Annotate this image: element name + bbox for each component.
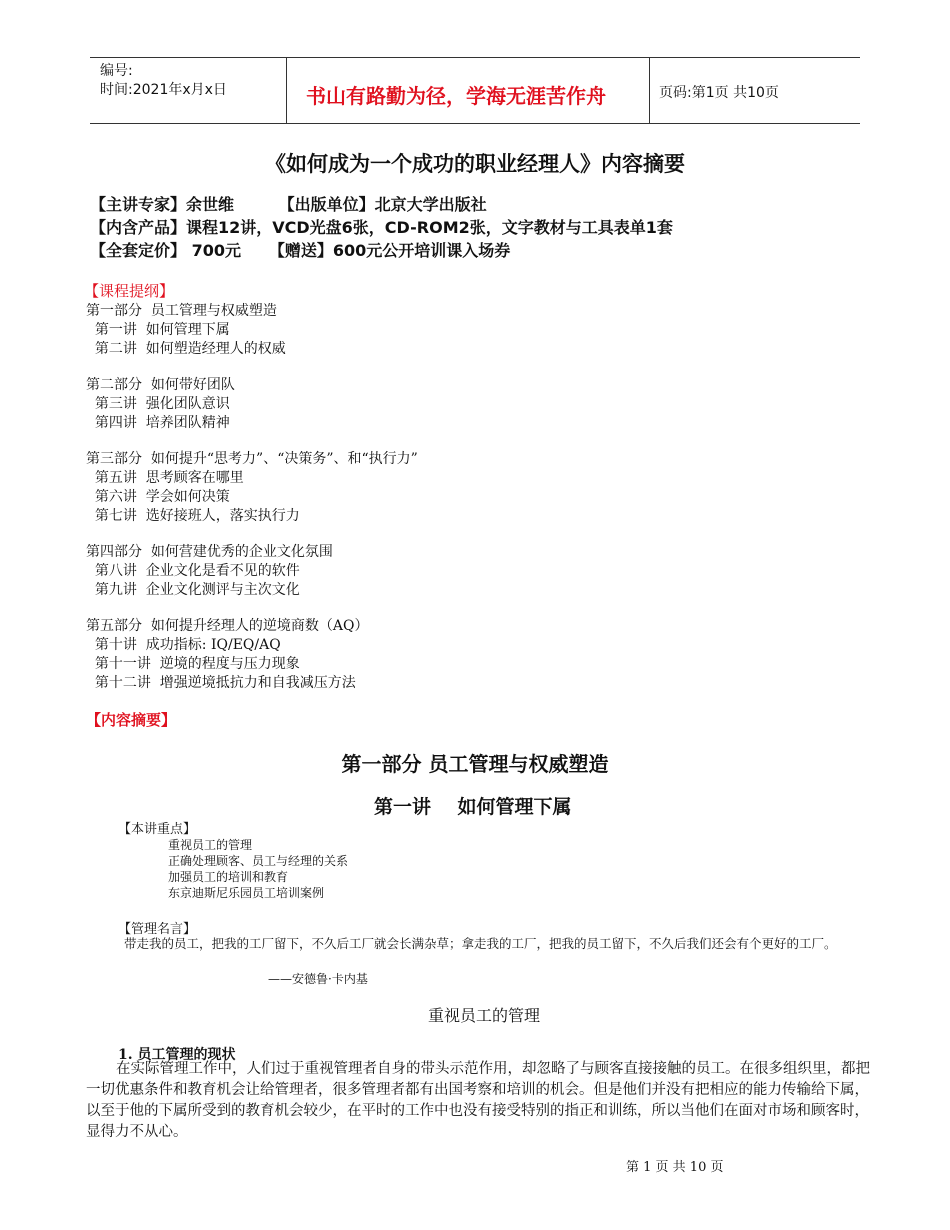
summary-heading: 【内容摘要】 [86, 711, 177, 729]
outline-lecture-4: 第四讲 培养团队精神 [86, 415, 230, 431]
section-title: 重视员工的管理 [428, 1006, 541, 1025]
outline-lecture-8: 第八讲 企业文化是看不见的软件 [86, 563, 300, 579]
outline-lecture-3: 第三讲 强化团队意识 [86, 396, 230, 412]
outline-part-2: 第二部分 如何带好团队 [86, 377, 235, 393]
key-point-3: 加强员工的培训和教育 [168, 870, 289, 884]
quote-text: 带走我的员工，把我的工厂留下，不久后工厂就会长满杂草；拿走我的工厂，把我的员工留下，不久后我们还会有个更好的工厂。 [124, 936, 837, 951]
body-paragraph: 在实际管理工作中，人们过于重视管理者自身的带头示范作用，却忽略了与顾客直接接触的员工。在很多组织里，都把一切优惠条件和教育机会让给管理者，很多管理者都有出国考察和培训的机会。但是他们并没有把相应的能力传输给下属，以至于他的下属所受到的教育机会较少，在平时的工作中也没有接受特别的指正和训练，所以当他们在面对市场和顾客时，显得力不从心。 [86, 1061, 870, 1140]
part-1-title: 第一部分 员工管理与权威塑造 [341, 752, 609, 776]
key-point-4: 东京迪斯尼乐园员工培训案例 [168, 886, 325, 900]
outline-lecture-12: 第十二讲 增强逆境抵抗力和自我减压方法 [86, 675, 356, 691]
outline-part-5: 第五部分 如何提升经理人的逆境商数（AQ） [86, 618, 369, 634]
header-divider-left [286, 57, 287, 123]
lecture-1-title: 第一讲 如何管理下属 [374, 796, 572, 818]
outline-lecture-9: 第九讲 企业文化测评与主次文化 [86, 582, 300, 598]
outline-lecture-10: 第十讲 成功指标: IQ/EQ/AQ [86, 637, 281, 653]
quote-heading: 【管理名言】 [118, 922, 197, 937]
outline-part-3: 第三部分 如何提升“思考力”、“决策务”、和“执行力” [86, 451, 418, 467]
outline-heading: 【课程提纲】 [84, 282, 175, 300]
page-label: 页码:第1页 共10页 [659, 85, 779, 101]
key-points-heading: 【本讲重点】 [118, 822, 197, 837]
outline-lecture-1: 第一讲 如何管理下属 [86, 322, 230, 338]
outline-part-4: 第四部分 如何营建优秀的企业文化氛围 [86, 544, 333, 560]
outline-lecture-6: 第六讲 学会如何决策 [86, 489, 230, 505]
outline-lecture-11: 第十一讲 逆境的程度与压力现象 [86, 656, 300, 672]
meta-line-3: 【全套定价】 700元 【赠送】600元公开培训课入场券 [90, 241, 511, 260]
subsection-title: 1. 员工管理的现状 [118, 1047, 236, 1063]
outline-lecture-2: 第二讲 如何塑造经理人的权威 [86, 341, 286, 357]
meta-line-2: 【内含产品】课程12讲，VCD光盘6张，CD-ROM2张，文字教材与工具表单1套 [90, 218, 673, 237]
serial-label: 编号: [100, 63, 133, 79]
outline-lecture-7: 第七讲 选好接班人，落实执行力 [86, 508, 300, 524]
motto: 书山有路勤为径，学海无涯苦作舟 [306, 84, 606, 108]
outline-part-1: 第一部分 员工管理与权威塑造 [86, 303, 277, 319]
key-point-2: 正确处理顾客、员工与经理的关系 [168, 854, 349, 868]
page-title: 《如何成为一个成功的职业经理人》内容摘要 [265, 152, 685, 176]
page-footer: 第 1 页 共 10 页 [626, 1160, 724, 1175]
key-point-1: 重视员工的管理 [168, 838, 253, 852]
time-label: 时间:2021年x月x日 [100, 82, 227, 98]
outline-lecture-5: 第五讲 思考顾客在哪里 [86, 470, 244, 486]
header-top-border [90, 57, 860, 58]
meta-line-1: 【主讲专家】余世维 【出版单位】北京大学出版社 [90, 195, 487, 214]
header-bottom-border [90, 123, 860, 124]
quote-author: ——安德鲁·卡内基 [268, 972, 368, 986]
header-divider-right [649, 57, 650, 123]
